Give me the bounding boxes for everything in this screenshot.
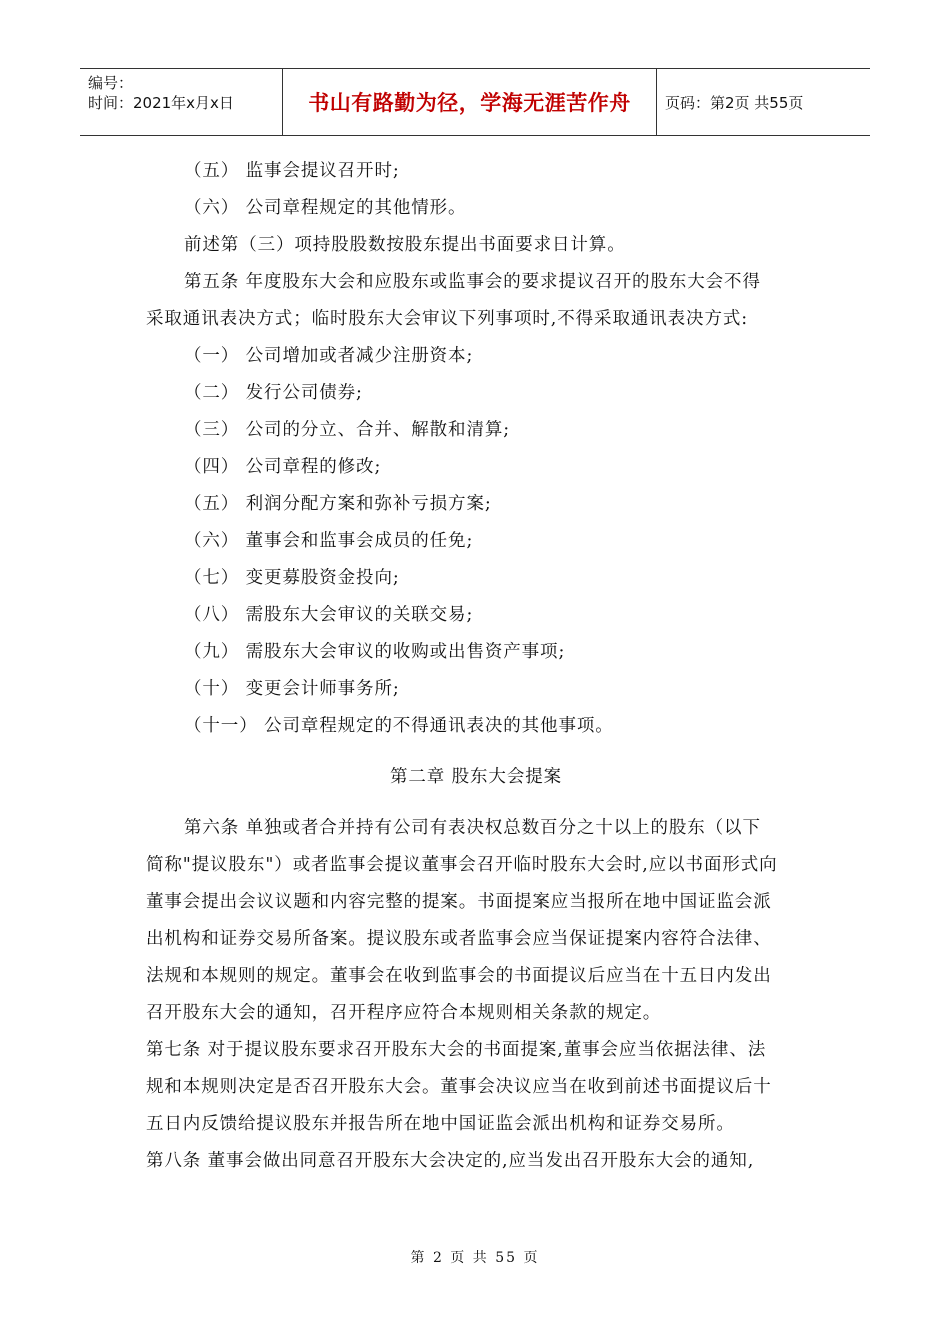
date-label: 时间：2021年x月x日	[88, 94, 234, 112]
article-6-line: 第六条 单独或者合并持有公司有表决权总数百分之十以上的股东（以下	[184, 818, 761, 838]
list-item: （九） 需股东大会审议的收购或出售资产事项;	[184, 642, 566, 662]
chapter-heading: 第二章 股东大会提案	[389, 767, 563, 787]
paragraph-line: 董事会提出会议议题和内容完整的提案。书面提案应当报所在地中国证监会派	[146, 892, 772, 912]
article-5-line: 第五条 年度股东大会和应股东或监事会的要求提议召开的股东大会不得	[184, 272, 761, 292]
spacer	[146, 745, 806, 759]
list-item: （五） 监事会提议召开时;	[184, 161, 400, 181]
list-item: （十一） 公司章程规定的不得通讯表决的其他事项。	[184, 716, 614, 736]
paragraph-line: 出机构和证券交易所备案。提议股东或者监事会应当保证提案内容符合法律、	[146, 929, 772, 949]
list-item: （二） 发行公司债券;	[184, 383, 363, 403]
number-label: 编号：	[88, 74, 134, 92]
list-item: （七） 变更募股资金投向;	[184, 568, 400, 588]
paragraph-line: 召开股东大会的通知，召开程序应符合本规则相关条款的规定。	[146, 1003, 662, 1023]
spacer	[146, 796, 806, 810]
list-item: （四） 公司章程的修改;	[184, 457, 382, 477]
list-item: （八） 需股东大会审议的关联交易;	[184, 605, 474, 625]
page-header	[80, 68, 870, 136]
article-8-line: 第八条 董事会做出同意召开股东大会决定的,应当发出召开股东大会的通知,	[146, 1151, 755, 1171]
page-footer: 第 2 页 共 55 页	[410, 1250, 540, 1266]
list-item: （五） 利润分配方案和弥补亏损方案;	[184, 494, 492, 514]
motto: 书山有路勤为径，学海无涯苦作舟	[282, 69, 657, 135]
paragraph-line: 五日内反馈给提议股东并报告所在地中国证监会派出机构和证券交易所。	[146, 1114, 735, 1134]
list-item: （一） 公司增加或者减少注册资本;	[184, 346, 474, 366]
header-left-cell	[80, 69, 282, 135]
paragraph-line: 简称"提议股东"）或者监事会提议董事会召开临时股东大会时,应以书面形式向	[146, 855, 778, 875]
document-body	[146, 153, 806, 1180]
paragraph-line: 法规和本规则的规定。董事会在收到监事会的书面提议后应当在十五日内发出	[146, 966, 772, 986]
page-info: 页码：第2页 共55页	[665, 93, 804, 112]
article-7-line: 第七条 对于提议股东要求召开股东大会的书面提案,董事会应当依据法律、法	[146, 1040, 767, 1060]
paragraph-line: 采取通讯表决方式；临时股东大会审议下列事项时,不得采取通讯表决方式:	[146, 309, 749, 329]
paragraph-line: 规和本规则决定是否召开股东大会。董事会决议应当在收到前述书面提议后十	[146, 1077, 772, 1097]
list-item: （三） 公司的分立、合并、解散和清算;	[184, 420, 511, 440]
list-item: （六） 董事会和监事会成员的任免;	[184, 531, 474, 551]
list-item: （十） 变更会计师事务所;	[184, 679, 400, 699]
paragraph-line: 前述第（三）项持股股数按股东提出书面要求日计算。	[184, 235, 626, 255]
list-item: （六） 公司章程规定的其他情形。	[184, 198, 467, 218]
